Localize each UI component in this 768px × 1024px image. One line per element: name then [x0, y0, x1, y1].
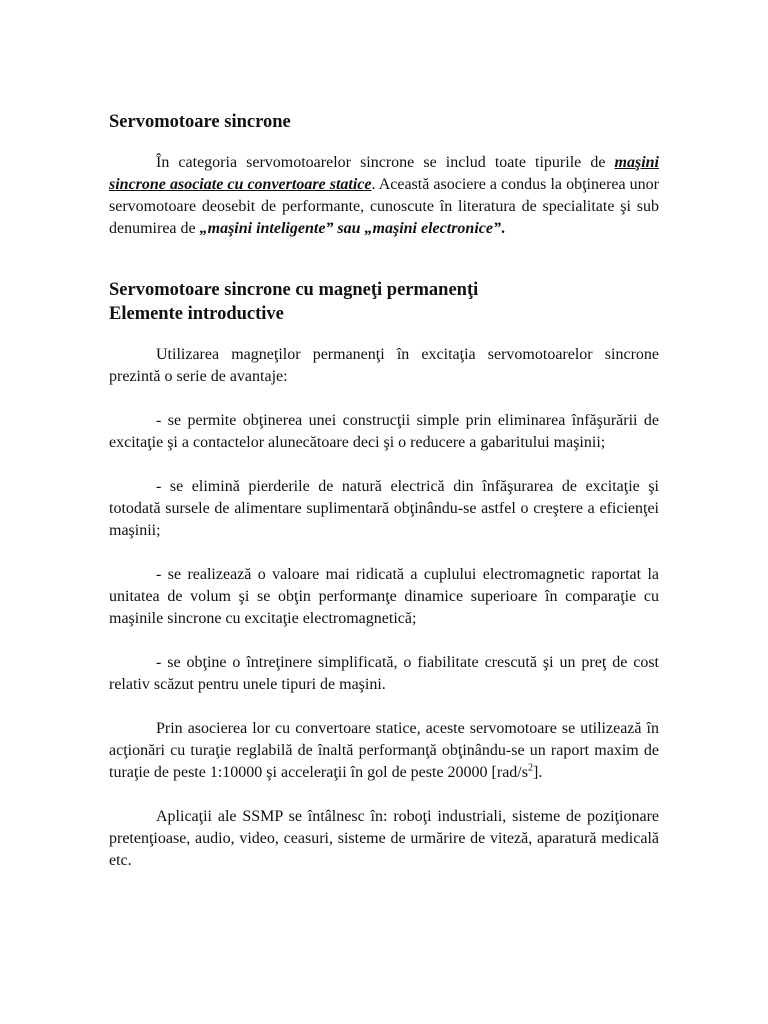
performance-paragraph [109, 718, 659, 784]
document-page [109, 108, 659, 872]
advantage-item-4: - se obţine o întreţinere simplificată, o fiabilitate crescută şi un preţ de cost relativ scăzut pentru unele tipuri de maşini. [109, 654, 659, 693]
intro-text-end: . [500, 220, 505, 237]
intro-paragraph [109, 152, 659, 240]
superscript-exponent: 2 [527, 762, 533, 774]
intro-text-1: În categoria servomotoarelor sincrone se includ toate tipurile de [156, 154, 615, 171]
advantages-intro: Utilizarea magneţilor permanenţi în excitaţia servomotoarelor sincrone prezintă o serie de avantaje: [109, 346, 659, 385]
subsection-heading-line2: Elemente introductive [109, 304, 284, 324]
intro-emphasis: maşini sincrone asociate cu convertoare statice [109, 154, 659, 193]
section-heading: Servomotoare sincrone [109, 112, 291, 132]
advantage-item-3: - se realizează o valoare mai ridicată a cuplului electromagnetic raportat la unitatea de volum şi se obţin performanţe dinamice superioare în comparaţie cu maşinile sincrone cu excitaţie electromagnetică; [109, 566, 659, 627]
applications-paragraph: Aplicaţii ale SSMP se întâlnesc în: roboţi industriali, sisteme de poziţionare pretenţioase, audio, video, ceasuri, sisteme de urmărire de viteză, aparatură medicală etc. [109, 808, 659, 869]
advantage-item-1: - se permite obţinerea unei construcţii simple prin eliminarea înfăşurării de excitaţie şi a contactelor alunecătoare deci şi o reducere a gabaritului maşinii; [109, 412, 659, 451]
intro-text-2: . Această asociere a condus la obţinerea unor servomotoare deosebit de performante, cunoscute în literatura de specialitate şi sub denumirea de [109, 176, 660, 237]
intro-quote: „maşini inteligente” sau „maşini electronice” [199, 220, 501, 237]
subsection-heading-line1: Servomotoare sincrone cu magneţi permanenţi [109, 280, 479, 300]
performance-text: Prin asocierea lor cu convertoare statice, aceste servomotoare se utilizează în acţionări cu turaţie reglabilă de înaltă performanţă obţinându-se un raport maxim de turaţie de peste 1:10000 şi acceleraţii în gol de peste 20000 [rad/s [109, 720, 659, 781]
advantage-item-2: - se elimină pierderile de natură electrică din înfăşurarea de excitaţie şi totodată sursele de alimentare suplimentară obţinându-se astfel o creştere a eficienţei maşinii; [109, 478, 659, 539]
performance-text-end: ]. [532, 764, 543, 781]
